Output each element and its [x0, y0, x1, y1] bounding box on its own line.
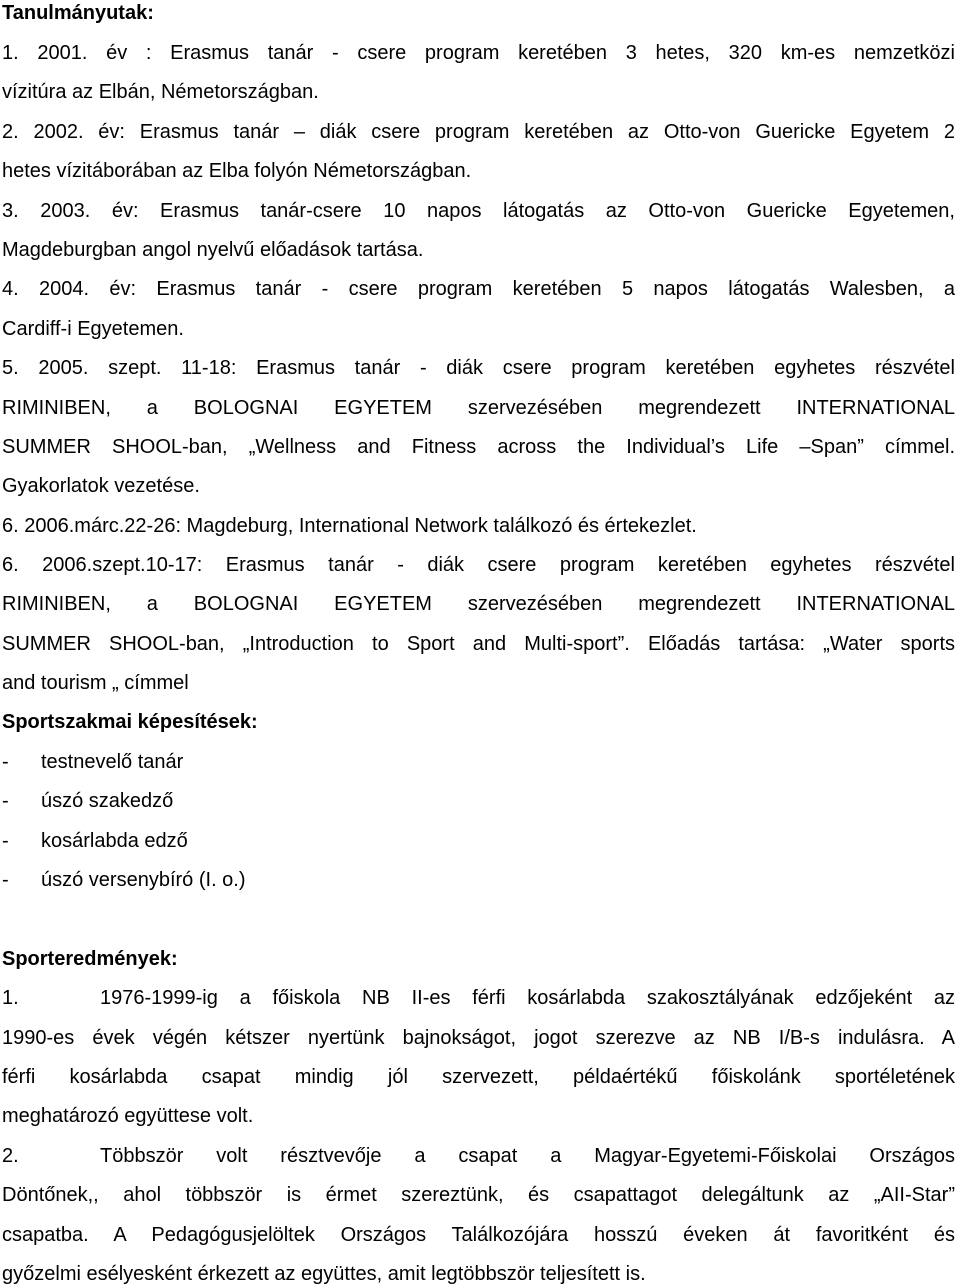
studies-line: Gyakorlatok vezetése. [2, 475, 200, 497]
result-line: meghatározó együttese volt. [2, 1105, 254, 1127]
dash-marker: - [2, 751, 9, 773]
studies-line: vízitúra az Elbán, Németországban. [2, 81, 319, 103]
result-line: csapatba. A Pedagógusjelöltek Országos Találkozójára hosszú éveken át favoritként és [2, 1224, 955, 1246]
result-number: 2. [2, 1145, 19, 1167]
qualification-item [2, 867, 955, 893]
studies-line: RIMINIBEN, a BOLOGNAI EGYETEM szervezésében megrendezett INTERNATIONAL [2, 593, 955, 615]
studies-line: Magdeburgban angol nyelvű előadások tartása. [2, 239, 424, 261]
result-line: 1990-es évek végén kétszer nyertünk bajnokságot, jogot szerezve az NB I/B-s indulásra. A [2, 1027, 955, 1049]
result-item-first-line [2, 985, 955, 1011]
studies-line: Cardiff-i Egyetemen. [2, 318, 184, 340]
studies-line: 6. 2006.szept.10-17: Erasmus tanár - diák csere program keretében egyhetes részvétel [2, 554, 955, 576]
qualification-item [2, 788, 955, 814]
studies-line: 4. 2004. év: Erasmus tanár - csere program keretében 5 napos látogatás Walesben, a [2, 278, 955, 300]
qualification-item [2, 749, 955, 775]
qualification-item [2, 828, 955, 854]
dash-marker: - [2, 869, 9, 891]
studies-line: 5. 2005. szept. 11-18: Erasmus tanár - diák csere program keretében egyhetes részvétel [2, 357, 955, 379]
result-text: Többször volt résztvevője a csapat a Magyar-Egyetemi-Főiskolai Országos [100, 1145, 955, 1167]
qualifications-heading: Sportszakmai képesítések: [2, 711, 258, 733]
studies-line: SUMMER SHOOL-ban, „Wellness and Fitness across the Individual’s Life –Span” címmel. [2, 436, 955, 458]
studies-line: 1. 2001. év : Erasmus tanár - csere program keretében 3 hetes, 320 km-es nemzetközi [2, 42, 955, 64]
result-item-first-line [2, 1143, 955, 1169]
qualification-text: úszó versenybíró (I. o.) [41, 869, 246, 891]
studies-line: hetes vízitáborában az Elba folyón Németországban. [2, 160, 472, 182]
result-number: 1. [2, 987, 19, 1009]
studies-line: and tourism „ címmel [2, 672, 189, 694]
qualification-text: testnevelő tanár [41, 751, 184, 773]
dash-marker: - [2, 830, 9, 852]
result-line: férfi kosárlabda csapat mindig jól szervezett, példaértékű főiskolánk sportéletének [2, 1066, 955, 1088]
result-line: Döntőnek,, ahol többször is érmet szereztünk, és csapattagot delegáltunk az „AII-Star” [2, 1184, 955, 1206]
studies-line: 3. 2003. év: Erasmus tanár-csere 10 napos látogatás az Otto-von Guericke Egyetemen, [2, 200, 955, 222]
studies-line: RIMINIBEN, a BOLOGNAI EGYETEM szervezésében megrendezett INTERNATIONAL [2, 397, 955, 419]
studies-line: SUMMER SHOOL-ban, „Introduction to Sport and Multi-sport”. Előadás tartása: „Water sports [2, 633, 955, 655]
dash-marker: - [2, 790, 9, 812]
qualification-text: kosárlabda edző [41, 830, 188, 852]
studies-heading: Tanulmányutak: [2, 2, 154, 24]
result-line: győzelmi esélyesként érkezett az együttes, amit legtöbbször teljesített is. [2, 1263, 646, 1285]
studies-line: 2. 2002. év: Erasmus tanár – diák csere program keretében az Otto-von Guericke Egyetem 2 [2, 121, 955, 143]
results-heading: Sporteredmények: [2, 948, 178, 970]
studies-line: 6. 2006.márc.22-26: Magdeburg, International Network találkozó és értekezlet. [2, 515, 697, 537]
qualification-text: úszó szakedző [41, 790, 174, 812]
result-text: 1976-1999-ig a főiskola NB II-es férfi kosárlabda szakosztályának edzőjeként az [100, 987, 955, 1009]
